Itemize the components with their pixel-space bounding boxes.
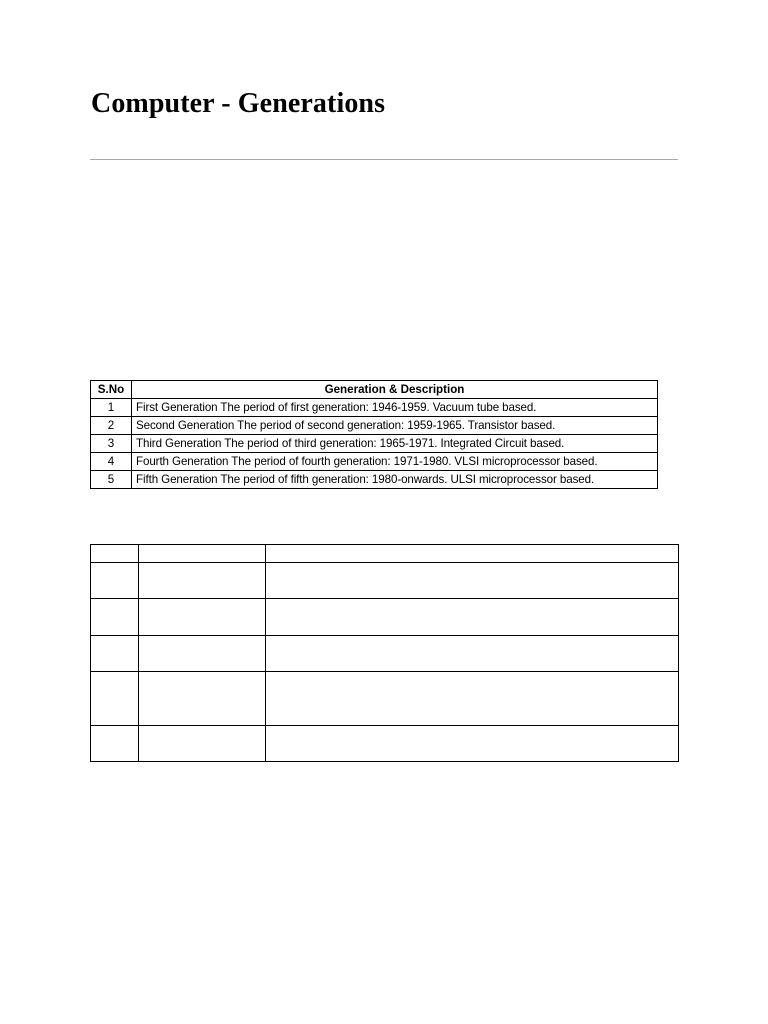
empty-table-row bbox=[91, 545, 679, 563]
empty-table-row bbox=[91, 672, 679, 726]
generations-table bbox=[90, 380, 658, 489]
empty-cell bbox=[139, 726, 266, 762]
table-row bbox=[91, 453, 658, 471]
row-description: Third Generation The period of third generation: 1965-1971. Integrated Circuit based. bbox=[132, 435, 658, 453]
table-row bbox=[91, 417, 658, 435]
empty-cell bbox=[91, 672, 139, 726]
empty-cell bbox=[139, 545, 266, 563]
page-title: Computer - Generations bbox=[91, 88, 386, 119]
row-description: First Generation The period of first generation: 1946-1959. Vacuum tube based. bbox=[132, 399, 658, 417]
row-sno: 4 bbox=[91, 453, 132, 471]
row-sno: 3 bbox=[91, 435, 132, 453]
empty-cell bbox=[139, 672, 266, 726]
table-row bbox=[91, 435, 658, 453]
empty-cell bbox=[91, 599, 139, 636]
empty-cell bbox=[266, 545, 679, 563]
row-description: Fourth Generation The period of fourth generation: 1971-1980. VLSI microprocessor based. bbox=[132, 453, 658, 471]
row-sno: 2 bbox=[91, 417, 132, 435]
empty-cell bbox=[266, 672, 679, 726]
empty-cell bbox=[91, 563, 139, 599]
empty-table bbox=[90, 544, 679, 762]
sno-header: S.No bbox=[91, 381, 132, 399]
empty-cell bbox=[139, 599, 266, 636]
title-divider bbox=[90, 159, 678, 160]
table-row bbox=[91, 471, 658, 489]
empty-cell bbox=[91, 636, 139, 672]
row-description: Fifth Generation The period of fifth generation: 1980-onwards. ULSI microprocessor based. bbox=[132, 471, 658, 489]
table-header-row bbox=[91, 381, 658, 399]
description-header: Generation & Description bbox=[132, 381, 658, 399]
empty-cell bbox=[266, 636, 679, 672]
empty-table-row bbox=[91, 726, 679, 762]
table-row bbox=[91, 399, 658, 417]
empty-table-row bbox=[91, 599, 679, 636]
row-description: Second Generation The period of second generation: 1959-1965. Transistor based. bbox=[132, 417, 658, 435]
row-sno: 1 bbox=[91, 399, 132, 417]
empty-cell bbox=[266, 599, 679, 636]
empty-cell bbox=[266, 563, 679, 599]
empty-cell bbox=[91, 726, 139, 762]
empty-cell bbox=[139, 563, 266, 599]
empty-cell bbox=[139, 636, 266, 672]
empty-table-row bbox=[91, 563, 679, 599]
empty-table-row bbox=[91, 636, 679, 672]
row-sno: 5 bbox=[91, 471, 132, 489]
empty-cell bbox=[266, 726, 679, 762]
empty-cell bbox=[91, 545, 139, 563]
